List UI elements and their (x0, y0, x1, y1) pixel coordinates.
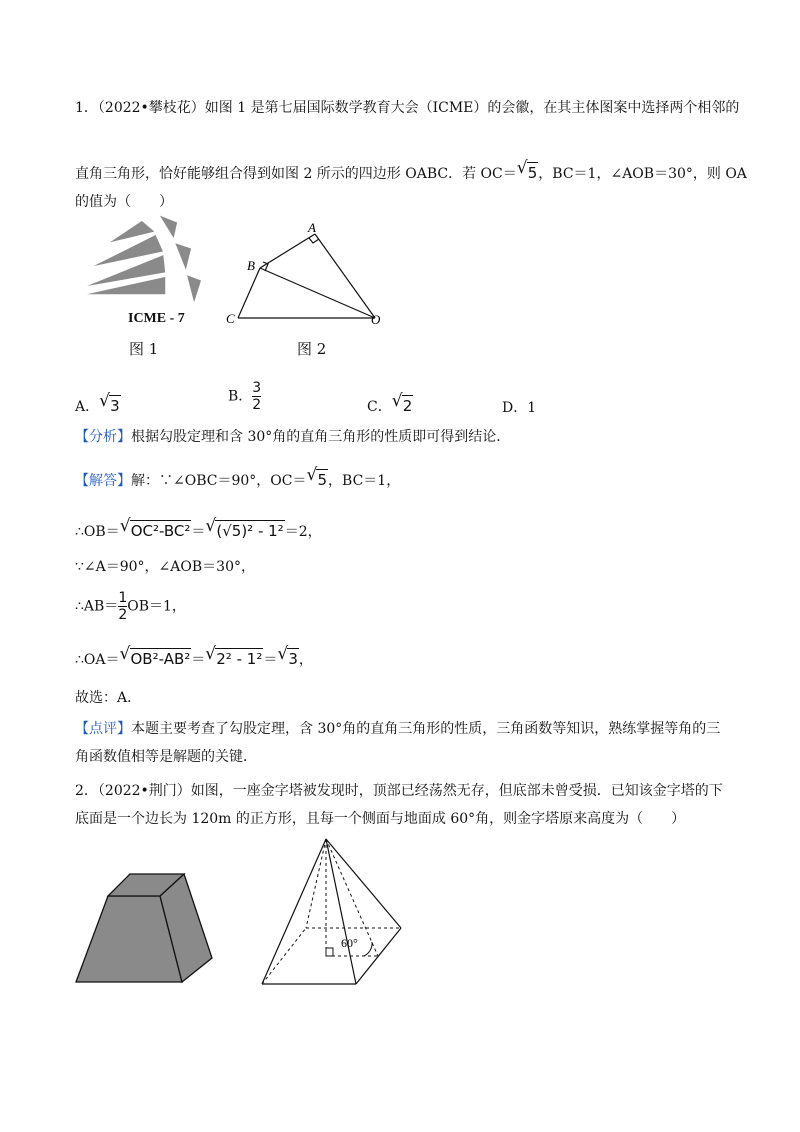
angle-60-label: 60° (341, 936, 358, 950)
step-1-start: 解：∵∠OBC＝90°，OC＝ (131, 473, 307, 489)
option-a-label: A． (75, 399, 100, 415)
option-d-value: 1 (527, 400, 537, 416)
analysis-line (75, 427, 510, 447)
analysis-tag: 【分析】 (75, 429, 131, 445)
point-C: C (226, 311, 235, 326)
figure-1-caption: 图 1 (129, 340, 159, 358)
step-5-sqrt-1: √ OB²-AB² (119, 644, 191, 668)
point-B: B (247, 258, 255, 273)
pyramid-figure (258, 834, 418, 994)
comment-line-2: 角函数值相等是解题的关键． (75, 749, 257, 765)
q2-line-1: 2．（2022•荆门）如图，一座金字塔被发现时，顶部已经荡然无存，但底部未曾受损．已知该金字塔的下 (75, 783, 723, 799)
step-4-fraction: $\frac{1}{2}$ (118, 590, 128, 623)
step-5-sqrt-2: √ 2² - 1² (205, 644, 263, 668)
option-a (75, 391, 121, 417)
option-a-sqrt: √ 3 (99, 391, 120, 415)
solution-step-5 (75, 644, 313, 670)
step-1-end: ，BC＝1， (328, 473, 401, 489)
comment-tag: 【点评】 (75, 721, 131, 737)
truncated-pyramid-figure (72, 862, 222, 987)
option-c-label: C． (367, 399, 392, 415)
option-d-label: D． (502, 400, 528, 416)
step-2-sqrt-1: √ OC²-BC² (119, 516, 191, 540)
q1-line-1: 1．（2022•攀枝花）如图 1 是第七届国际数学教育大会（ICME）的会徽，在其主体图案中选择两个相邻的 (75, 100, 740, 116)
step-5-eq: ＝ (191, 652, 206, 668)
sqrt-5: √ 5 (516, 158, 538, 182)
solution-step-1 (75, 465, 401, 491)
q1-line-2-start: 直角三角形，恰好能够组合得到如图 2 所示的四边形 OABC．若 OC＝ (75, 166, 517, 182)
choice-line: 故选：A． (75, 690, 142, 706)
solution-step-3: ∵∠A＝90°，∠AOB＝30°， (75, 559, 255, 575)
step-5-start: ∴OA＝ (75, 652, 120, 668)
comment-text-1: 本题主要考查了勾股定理，含 30°角的直角三角形的性质，三角函数等知识，熟练掌握等角的三 (131, 721, 721, 737)
comment-line-1 (75, 719, 720, 739)
q1-line-2-end: ，BC＝1，∠AOB＝30°，则 OA (538, 166, 747, 182)
figure-2-caption: 图 2 (297, 340, 327, 358)
icme-label: ICME - 7 (128, 311, 185, 325)
step-4-start: ∴AB＝ (75, 598, 119, 615)
step-2-eq: ＝ (191, 524, 206, 540)
step-2-start: ∴OB＝ (75, 524, 120, 540)
solution-step-2 (75, 516, 322, 542)
option-b-fraction: $\frac{3}{2}$ (252, 380, 262, 413)
step-5-sqrt-3: √ 3 (277, 644, 298, 668)
q2-line-2: 底面是一个边长为 120m 的正方形，且每一个侧面与地面成 60°角，则金字塔原来高度为（ ） (75, 811, 686, 827)
figure-1-icme-emblem (74, 210, 214, 325)
option-c (367, 391, 413, 417)
step-2-sqrt-2: √ (√5)² - 1² (205, 516, 284, 540)
step-5-eq2: ＝ (263, 652, 278, 668)
point-O: O (371, 312, 381, 327)
q1-line-3: 的值为（ ） (75, 194, 173, 210)
step-1-sqrt: √ 5 (306, 465, 328, 489)
step-2-end: ＝2， (284, 524, 322, 540)
option-c-sqrt: √ 2 (391, 391, 413, 415)
point-A: A (308, 220, 316, 235)
step-4-end: OB＝1， (127, 598, 186, 615)
option-b-label: B． (228, 388, 253, 405)
analysis-text: 根据勾股定理和含 30°角的直角三角形的性质即可得到结论． (131, 429, 511, 445)
option-b (228, 380, 261, 413)
solution-step-4 (75, 590, 186, 623)
answer-tag: 【解答】 (75, 473, 131, 489)
step-5-end: ， (298, 652, 313, 668)
option-d (502, 398, 536, 418)
q1-line-2 (75, 158, 747, 184)
figure-2-quadrilateral (220, 220, 390, 330)
